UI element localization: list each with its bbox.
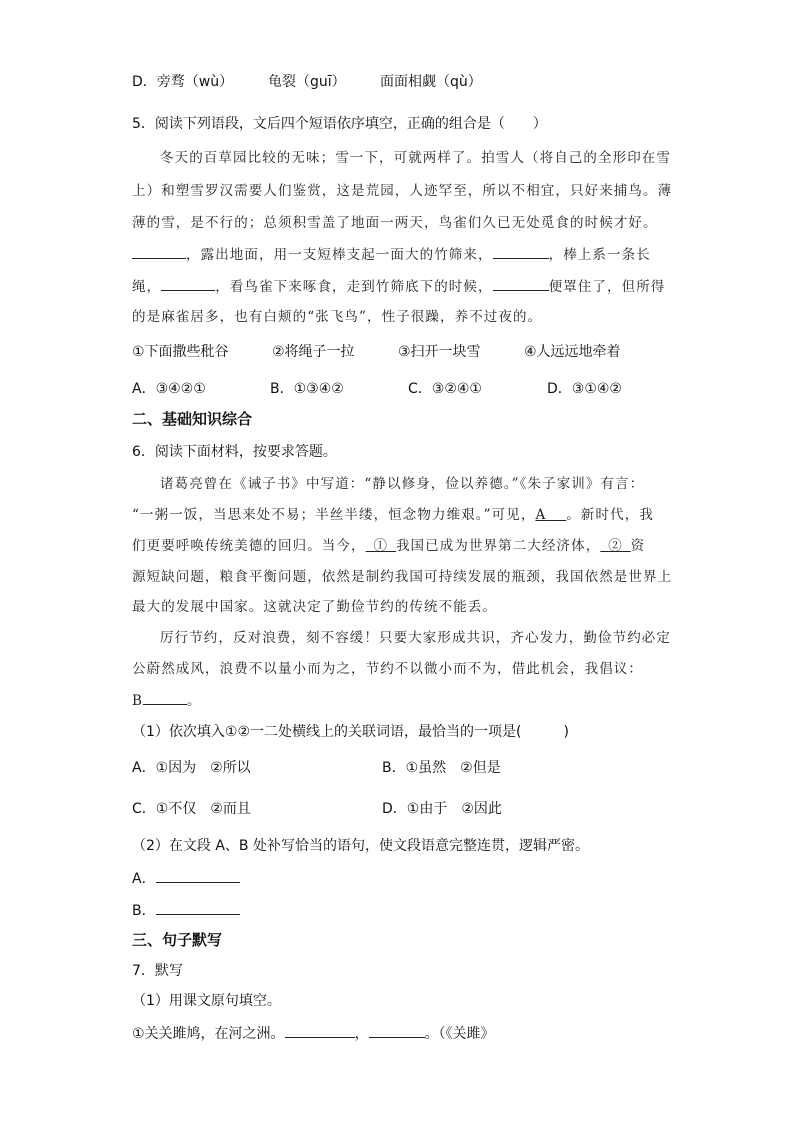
q6-answer-a: A． [132,868,240,889]
blank-a[interactable]: A [535,507,547,523]
answer-a-line[interactable] [156,868,240,883]
q4-option-d-word3: 面面相觑（qù） [380,74,482,90]
q5-option-b[interactable]: B．①③④② [270,381,344,397]
q5-phrase: ①下面撒些秕谷 [132,344,229,360]
answer-b-line[interactable] [156,900,240,915]
q4-option-d-word2: 龟裂（guī） [268,74,346,90]
q6-sub1-option-a[interactable]: A．①因为 ②所以 [132,760,251,776]
fill-blank[interactable] [493,276,549,291]
q6-passage-line: “一粥一饭，当思来处不易；半丝半缕，恒念物力维艰。”可见，A 。新时代，我 [132,507,654,523]
q5-option-a[interactable]: A．③④②① [132,381,206,397]
q5-phrase: ④人远远地牵着 [524,344,621,360]
q5-passage-line: 绳， ，看鸟雀下来啄食，走到竹筛底下的时候， 便罩住了，但所得 [132,276,665,297]
q6-sub2: （2）在文段 A、B 处补写恰当的语句，使文段语意完整连贯，逻辑严密。 [132,838,589,854]
q6-passage-line: B 。 [132,690,202,711]
q5-passage-line: 冬天的百草园比较的无味；雪一下，可就两样了。拍雪人（将自己的全形印在雪 [160,150,671,166]
q5-passage-line: 的是麻雀居多，也有白颊的“张飞鸟”，性子很躁，养不过夜的。 [132,309,543,325]
recite-blank[interactable] [369,1023,425,1038]
fill-blank[interactable] [132,244,186,259]
q5-stem: 5．阅读下列语段，文后四个短语依序填空，正确的组合是（ ） [132,116,547,132]
q5-phrase: ③扫开一块雪 [398,344,481,360]
q6-sub1-option-c[interactable]: C．①不仅 ②而且 [132,801,251,817]
q6-passage-line: 源短缺问题，粮食平衡问题，依然是制约我国可持续发展的瓶颈，我国依然是世界上 [132,569,673,585]
q6-passage-line: 最大的发展中国家。这就决定了勤俭节约的传统不能丢。 [132,599,497,615]
q6-passage-line: 厉行节约，反对浪费，刻不容缓！只要大家形成共识，齐心发力，勤俭节约必定 [160,630,671,646]
q7-sub1: （1）用课文原句填空。 [132,993,281,1009]
fill-blank[interactable] [493,244,549,259]
q7-line1: ①关关雎鸠，在河之洲。 ， 。（《关雎》 [132,1023,495,1044]
q6-stem: 6．阅读下面材料，按要求答题。 [132,444,337,460]
q6-passage-line: 们更要呼唤传统美德的回归。当今， ① 我国已成为世界第二大经济体， ② 资 [132,538,646,554]
recite-blank[interactable] [285,1023,355,1038]
q5-passage-line: ，露出地面，用一支短棒支起一面大的竹筛来， ，棒上系一条长 [132,244,651,265]
q6-sub1-option-b[interactable]: B．①虽然 ②但是 [382,760,501,776]
q5-passage-line: 薄的雪，是不行的；总须积雪盖了地面一两天，鸟雀们久已无处觅食的时候才好。 [132,215,658,231]
q5-option-d[interactable]: D．③①④② [547,381,622,397]
q4-option-d: D．旁骛（wù） [132,74,234,90]
blank-2[interactable]: ② [608,538,623,554]
q6-sub1: （1）依次填入①②一二处横线上的关联词语，最恰当的一项是( ) [132,724,569,740]
q6-sub1-option-d[interactable]: D．①由于 ②因此 [382,801,502,817]
q5-option-c[interactable]: C．③②④① [408,381,482,397]
q5-phrase: ②将绳子一拉 [272,344,355,360]
q6-passage-line: 诸葛亮曾在《诫子书》中写道：“静以修身，俭以养德。”《朱子家训》有言： [160,476,645,492]
q5-passage-line: 上）和塑雪罗汉需要人们鉴赏，这是荒园，人迹罕至，所以不相宜，只好来捕鸟。薄 [132,183,673,199]
blank-1[interactable]: ① [373,538,389,554]
fill-blank[interactable] [161,276,215,291]
q7-stem: 7．默写 [132,963,183,979]
blank-b[interactable] [143,690,187,705]
section-3-title: 三、句子默写 [132,931,223,949]
section-2-title: 二、基础知识综合 [132,410,253,428]
q6-answer-b: B． [132,900,240,921]
q6-passage-line: 公蔚然成风，浪费不以量小而为之，节约不以微小而不为，借此机会，我倡议： [132,661,643,677]
